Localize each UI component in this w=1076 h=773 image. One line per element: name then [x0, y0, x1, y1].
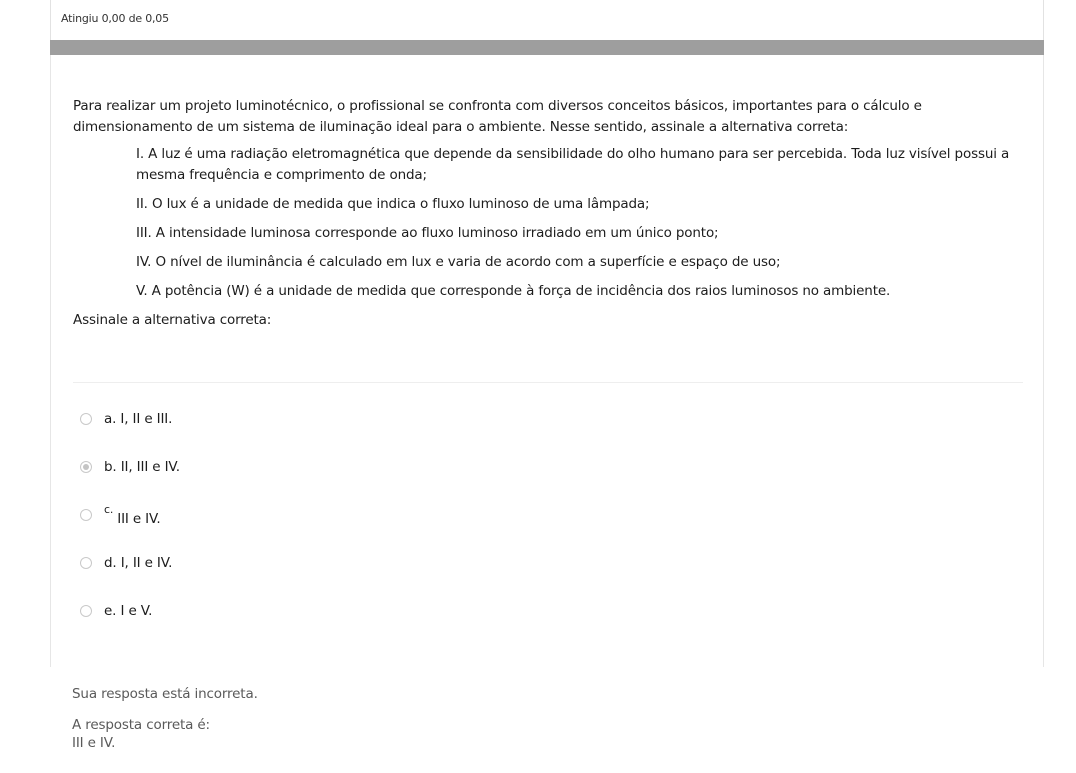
answer-option-a[interactable] — [80, 409, 680, 457]
radio-a[interactable] — [80, 413, 92, 425]
question-content — [50, 55, 1044, 667]
radio-c[interactable] — [80, 509, 92, 521]
question-intro: Para realizar um projeto luminotécnico, o profissional se confronta com diversos conceitos básicos, importantes para o cálculo e dimensionamento de um sistema de iluminação ideal para o ambiente. Nesse sentido, assinale a alternativa correta: — [73, 98, 922, 135]
radio-e[interactable] — [80, 605, 92, 617]
feedback-incorrect: Sua resposta está incorreta. — [72, 686, 258, 702]
divider — [73, 382, 1023, 383]
statement-item-1: I. A luz é uma radiação eletromagnética que depende da sensibilidade do olho humano para ser percebida. Toda luz visível possui a mesma frequência e comprimento de onda; — [136, 146, 1010, 183]
statement-item-4: IV. O nível de iluminância é calculado em lux e varia de acordo com a superfície e espaço de uso; — [136, 254, 781, 270]
feedback-correct-answer: III e IV. — [72, 735, 116, 751]
statement-item-2: II. O lux é a unidade de medida que indica o fluxo luminoso de uma lâmpada; — [136, 196, 650, 212]
question-header-bar — [50, 40, 1044, 55]
feedback — [72, 684, 672, 752]
answer-option-e[interactable] — [80, 601, 680, 649]
answer-option-c[interactable] — [80, 505, 680, 553]
statement-list — [73, 144, 1028, 302]
answer-label-a: a. I, II e III. — [104, 411, 173, 427]
answer-label-e: e. I e V. — [104, 603, 153, 619]
statement-item-5: V. A potência (W) é a unidade de medida que corresponde à força de incidência dos raios luminosos no ambiente. — [136, 283, 891, 299]
answer-label-d: d. I, II e IV. — [104, 555, 173, 571]
question-closing: Assinale a alternativa correta: — [73, 312, 272, 328]
answer-option-b[interactable] — [80, 457, 680, 505]
grade-header — [50, 0, 1044, 40]
radio-d[interactable] — [80, 557, 92, 569]
feedback-correct-label: A resposta correta é: — [72, 717, 210, 733]
answer-label-b: b. II, III e IV. — [104, 459, 180, 475]
answer-option-d[interactable] — [80, 553, 680, 601]
grade-text: Atingiu 0,00 de 0,05 — [61, 12, 169, 25]
answer-label-c: $^{c.}$III e IV. — [104, 503, 161, 527]
question-text — [73, 96, 1028, 331]
radio-b[interactable] — [80, 461, 92, 473]
answer-options — [80, 409, 680, 649]
statement-item-3: III. A intensidade luminosa corresponde ao fluxo luminoso irradiado em um único ponto; — [136, 225, 719, 241]
